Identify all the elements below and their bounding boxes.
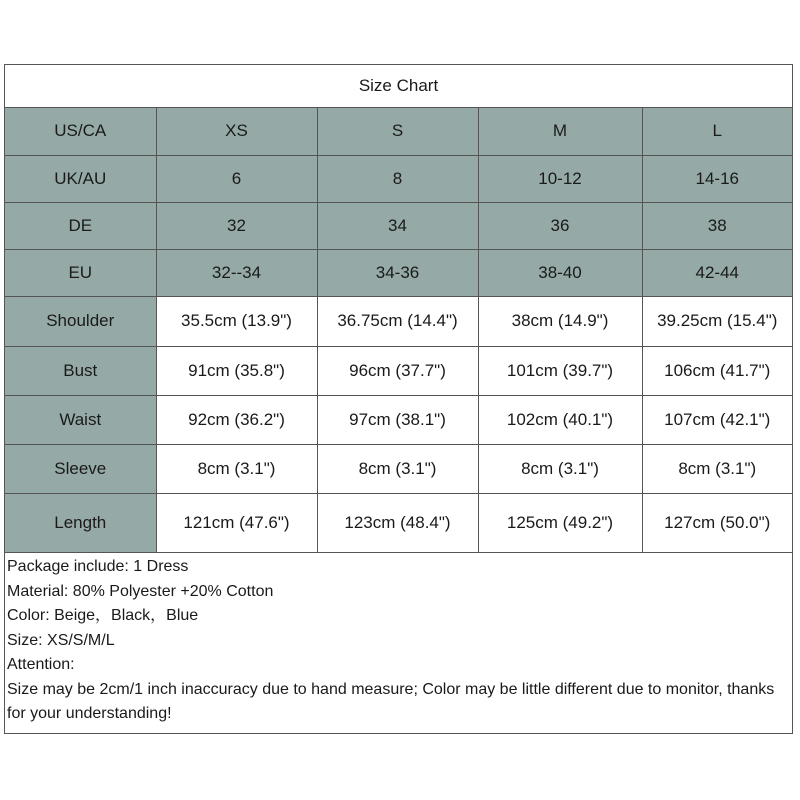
- size-chart-frame: [4, 64, 793, 734]
- row-label-bust: Bust: [5, 346, 156, 395]
- table-cell: 35.5cm (13.9"): [156, 296, 317, 346]
- table-row-bust: [5, 346, 792, 395]
- size-chart-title: Size Chart: [5, 65, 792, 108]
- row-label-length: Length: [5, 493, 156, 552]
- row-label-eu: EU: [5, 249, 156, 296]
- table-cell: 97cm (38.1"): [317, 395, 478, 444]
- table-cell: 125cm (49.2"): [478, 493, 642, 552]
- material-note: Material: 80% Polyester +20% Cotton: [7, 582, 274, 600]
- table-cell: 127cm (50.0"): [642, 493, 792, 552]
- row-label-shoulder: Shoulder: [5, 296, 156, 346]
- table-cell: 102cm (40.1"): [478, 395, 642, 444]
- table-row-shoulder: [5, 296, 792, 346]
- attention-text: Size may be 2cm/1 inch inaccuracy due to hand measure; Color may be little different due to monitor, thanks for your understanding!: [7, 680, 779, 722]
- row-label-sleeve: Sleeve: [5, 444, 156, 493]
- size-note: Size: XS/S/M/L: [7, 631, 115, 649]
- table-cell: L: [642, 108, 792, 155]
- table-cell: 8: [317, 155, 478, 202]
- table-row-uk-au: [5, 155, 792, 202]
- table-cell: 39.25cm (15.4"): [642, 296, 792, 346]
- product-notes: [7, 555, 787, 727]
- table-cell: 8cm (3.1"): [317, 444, 478, 493]
- table-cell: 36.75cm (14.4"): [317, 296, 478, 346]
- table-row-de: [5, 202, 792, 249]
- table-cell: 8cm (3.1"): [642, 444, 792, 493]
- attention-heading: Attention:: [7, 656, 75, 673]
- table-row-sleeve: [5, 444, 792, 493]
- table-cell: 91cm (35.8"): [156, 346, 317, 395]
- row-label-uk-au: UK/AU: [5, 155, 156, 202]
- table-cell: 38cm (14.9"): [478, 296, 642, 346]
- table-cell: 38: [642, 202, 792, 249]
- row-label-us-ca: US/CA: [5, 108, 156, 155]
- table-cell: S: [317, 108, 478, 155]
- table-cell: 10-12: [478, 155, 642, 202]
- table-cell: 42-44: [642, 249, 792, 296]
- table-row-eu: [5, 249, 792, 296]
- table-cell: 32--34: [156, 249, 317, 296]
- table-cell: 34-36: [317, 249, 478, 296]
- table-cell: 106cm (41.7"): [642, 346, 792, 395]
- table-cell: 123cm (48.4"): [317, 493, 478, 552]
- table-cell: 32: [156, 202, 317, 249]
- table-cell: 6: [156, 155, 317, 202]
- table-row-length: [5, 493, 792, 552]
- table-cell: 34: [317, 202, 478, 249]
- table-cell: 36: [478, 202, 642, 249]
- color-note: Color: Beige，Black，Blue: [7, 607, 199, 624]
- table-cell: 96cm (37.7"): [317, 346, 478, 395]
- table-cell: 121cm (47.6"): [156, 493, 317, 552]
- table-cell: 92cm (36.2"): [156, 395, 317, 444]
- table-cell: 8cm (3.1"): [478, 444, 642, 493]
- table-cell: 14-16: [642, 155, 792, 202]
- table-row-waist: [5, 395, 792, 444]
- table-row-us-ca: [5, 108, 792, 155]
- table-cell: M: [478, 108, 642, 155]
- table-cell: 38-40: [478, 249, 642, 296]
- table-cell: 101cm (39.7"): [478, 346, 642, 395]
- table-cell: 8cm (3.1"): [156, 444, 317, 493]
- package-note: Package include: 1 Dress: [7, 558, 189, 575]
- row-label-de: DE: [5, 202, 156, 249]
- table-cell: XS: [156, 108, 317, 155]
- table-cell: 107cm (42.1"): [642, 395, 792, 444]
- row-label-waist: Waist: [5, 395, 156, 444]
- size-chart-table: [5, 108, 792, 553]
